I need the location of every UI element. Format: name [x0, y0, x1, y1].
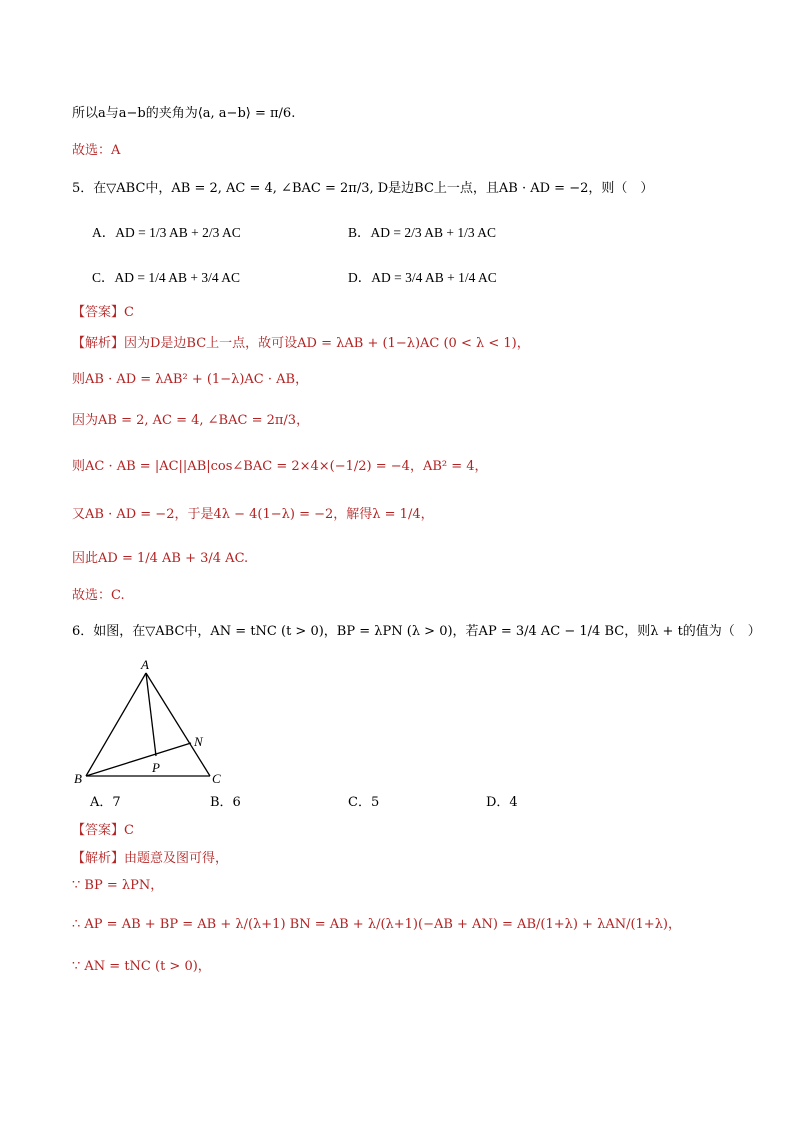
line-angle-result: 所以a与a−b的夹角为⟨a, a−b⟩ = π/6.	[72, 106, 296, 121]
q5-option-a: A．AD = 1/3 AB + 2/3 AC	[92, 225, 241, 240]
q5-analysis-3: 因为AB = 2, AC = 4, ∠BAC = 2π/3，	[72, 413, 310, 428]
q6-analysis-3: ∴ AP = AB + BP = AB + λ/(λ+1) BN = AB + λ/(λ+1)(−AB + AN) = AB/(1+λ) + λAN/(1+λ)，	[72, 917, 682, 932]
triangle-figure	[70, 655, 230, 790]
q6-analysis-2: ∵ BP = λPN，	[72, 878, 164, 893]
q5-answer: 【答案】C	[72, 305, 134, 320]
label-c: C	[212, 771, 221, 786]
q5-analysis-1: 【解析】因为D是边BC上一点，故可设AD = λAB + (1−λ)AC (0 < λ < 1)，	[72, 336, 530, 351]
q5-stem: 5．在▽ABC中，AB = 2, AC = 4, ∠BAC = 2π/3, D是边BC上一点，且AB · AD = −2，则（ ）	[72, 181, 654, 196]
label-b: B	[74, 771, 82, 786]
q5-option-d: D．AD = 3/4 AB + 1/4 AC	[348, 270, 497, 285]
q6-stem: 6．如图，在▽ABC中，AN = tNC (t > 0)，BP = λPN (λ > 0)，若AP = 3/4 AC − 1/4 BC，则λ + t的值为（ ）	[72, 624, 761, 639]
label-n: N	[194, 734, 203, 749]
label-p: P	[152, 760, 160, 775]
q6-option-c: C．5	[348, 795, 380, 810]
q5-choice: 故选：C.	[72, 588, 125, 603]
q5-option-b: B．AD = 2/3 AB + 1/3 AC	[348, 225, 496, 240]
q5-option-c: C．AD = 1/4 AB + 3/4 AC	[92, 270, 240, 285]
q6-analysis-1: 【解析】由题意及图可得，	[72, 851, 229, 866]
q6-answer: 【答案】C	[72, 823, 134, 838]
q4-choice: 故选：A	[72, 143, 121, 158]
q6-option-b: B．6	[210, 795, 241, 810]
q5-analysis-4: 则AC · AB = |AC||AB|cos∠BAC = 2×4×(−1/2) = −4，AB² = 4，	[72, 459, 488, 474]
q5-analysis-6: 因此AD = 1/4 AB + 3/4 AC.	[72, 551, 249, 566]
q5-analysis-5: 又AB · AD = −2，于是4λ − 4(1−λ) = −2，解得λ = 1/4，	[72, 507, 434, 522]
label-a: A	[141, 657, 149, 672]
q6-option-a: A．7	[90, 795, 121, 810]
q6-analysis-4: ∵ AN = tNC (t > 0)，	[72, 959, 211, 974]
q5-analysis-2: 则AB · AD = λAB² + (1−λ)AC · AB，	[72, 372, 309, 387]
q6-option-d: D．4	[486, 795, 518, 810]
